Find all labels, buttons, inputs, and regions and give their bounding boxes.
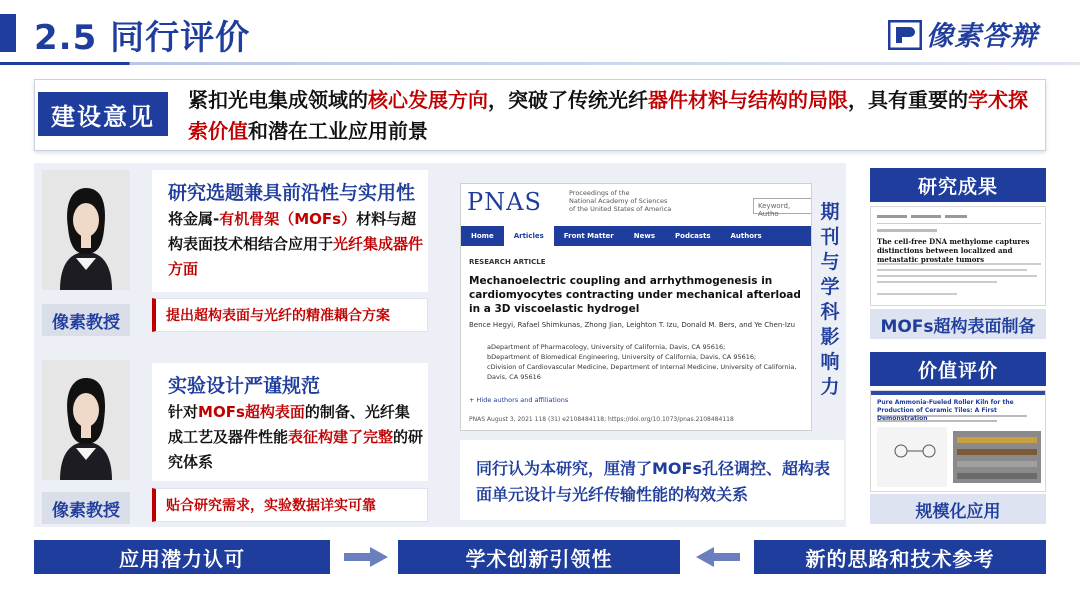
pnas-nav-item: News: [633, 232, 655, 240]
pnas-subtitle-line: Proceedings of the: [569, 189, 630, 197]
body-highlight: 有机骨架（MOFs）: [219, 210, 357, 228]
journal-impact-vertical-label: [818, 200, 842, 400]
pnas-affiliations: [487, 342, 807, 382]
pnas-article-screenshot: [460, 183, 812, 431]
pnas-nav-item: Front Matter: [563, 232, 614, 240]
opinion-seg: ，突破了传统光纤: [488, 88, 648, 112]
opinion-highlight: 器件材料与结构的局限: [648, 88, 848, 112]
pnas-article-title: Mechanoelectric coupling and arrhythmogenesis in cardiomyocytes contracting under mechanical afterload in a 3D viscoelastic hydrogel: [469, 275, 801, 315]
bottom-center-box: 学术创新引领性: [398, 540, 680, 574]
pnas-hide-link: + Hide authors and affiliations: [469, 396, 569, 404]
card-body: [168, 400, 424, 475]
card-footer: 提出超构表面与光纤的精准耦合方案: [152, 298, 428, 332]
pnas-subtitle: [569, 189, 671, 213]
pnas-nav: [461, 226, 812, 246]
arrow-left-icon: [694, 545, 740, 569]
pnas-subtitle-line: of the United States of America: [569, 205, 672, 213]
pnas-subtitle-line: National Academy of Sciences: [569, 197, 668, 205]
body-seg: 的制备、光纤集成工艺及器件性能: [168, 403, 410, 446]
professor-label: 像素教授: [42, 304, 130, 336]
pnas-affiliation: cDivision of Cardiovascular Medicine, Department of Internal Medicine, University of California, Davis, CA 95616: [487, 363, 797, 381]
pnas-nav-item: Home: [471, 232, 494, 240]
opinion-seg: ，具有重要的: [848, 88, 968, 112]
mofs-caption: MOFs超构表面制备: [870, 309, 1046, 339]
body-highlight: 光纤集成器件方面: [168, 235, 424, 278]
pnas-affiliation: aDepartment of Pharmacology, University of California, Davis, CA 95616;: [487, 343, 726, 351]
pnas-article-kind: RESEARCH ARTICLE: [469, 258, 546, 266]
header-divider: [0, 62, 1080, 65]
title-accent-bar: [0, 14, 16, 52]
opinion-tag: 建设意见: [38, 92, 168, 136]
page-title: 2.5 同行评价: [34, 18, 251, 58]
body-seg: 的研究体系: [168, 428, 424, 471]
body-seg: 材料与超构表面技术相结合应用于: [168, 210, 417, 253]
pnas-authors: Bence Hegyi, Rafael Shimkunas, Zhong Jian, Leighton T. Izu, Donald M. Bers, and Ye Chen-Izu: [469, 321, 795, 329]
opinion-seg: 紧扣光电集成领域的: [188, 88, 368, 112]
professor-label: 像素教授: [42, 492, 130, 524]
card-title: 研究选题兼具前沿性与实用性: [168, 182, 416, 204]
logo-text: 像素答辩: [926, 21, 1038, 52]
pnas-logo: PNAS: [467, 188, 542, 216]
opinion-highlight: 学术探索价值: [188, 88, 1028, 143]
body-seg: 将金属-: [168, 210, 220, 228]
opinion-text: [188, 85, 1038, 147]
body-highlight: MOFs超构表面: [198, 403, 305, 421]
results-heading: 研究成果: [870, 168, 1046, 202]
pnas-nav-item-active: Articles: [504, 226, 554, 246]
vertical-char: 与: [820, 251, 840, 273]
value-thumbnail: [870, 390, 1046, 492]
professor-photo: [42, 170, 130, 290]
vertical-char: 科: [820, 301, 840, 323]
pnas-nav-item: Podcasts: [675, 232, 711, 240]
pnas-search-input: Keyword, Autho: [753, 198, 812, 214]
vertical-char: 力: [820, 376, 840, 398]
opinion-highlight: 核心发展方向: [368, 88, 488, 112]
card-title: 实验设计严谨规范: [168, 375, 321, 397]
pnas-nav-item: Authors: [730, 232, 762, 240]
pnas-masthead: [461, 184, 812, 222]
vertical-char: 学: [820, 276, 840, 298]
avatar: [42, 360, 130, 480]
logo-icon: [888, 20, 922, 50]
vertical-char: 响: [820, 351, 840, 373]
scale-caption: 规模化应用: [870, 494, 1046, 524]
results-thumbnail: [870, 206, 1046, 306]
value-heading: 价值评价: [870, 352, 1046, 386]
body-highlight: 表征构建了完整: [288, 428, 394, 446]
vertical-char: 期: [820, 201, 840, 223]
vertical-char: 刊: [820, 226, 840, 248]
value-paper-title: Pure Ammonia-Fueled Roller Kiln for the Production of Ceramic Tiles: A First Demonstration: [877, 399, 1014, 422]
opinion-seg: 和潜在工业应用前景: [248, 119, 428, 143]
arrow-right-icon: [344, 545, 390, 569]
vertical-char: 影: [820, 326, 840, 348]
bottom-left-box: 应用潜力认可: [34, 540, 330, 574]
body-seg: 针对: [168, 403, 199, 421]
results-paper-title: The cell-free DNA methylome captures distinctions between localized and metastatic prostate tumors: [877, 237, 1030, 264]
professor-photo: [42, 360, 130, 480]
pnas-citation: PNAS August 3, 2021 118 (31) e2108484118; https://doi.org/10.1073/pnas.2108484118: [469, 416, 734, 423]
pnas-affiliation: bDepartment of Biomedical Engineering, University of California, Davis, CA 95616;: [487, 353, 757, 361]
avatar: [42, 170, 130, 290]
card-body: [168, 207, 424, 282]
bottom-right-box: 新的思路和技术参考: [754, 540, 1046, 574]
peer-summary-text: 同行认为本研究，厘清了MOFs孔径调控、超构表面单元设计与光纤传输性能的构效关系: [476, 459, 830, 504]
card-footer: 贴合研究需求，实验数据详实可靠: [152, 488, 428, 522]
